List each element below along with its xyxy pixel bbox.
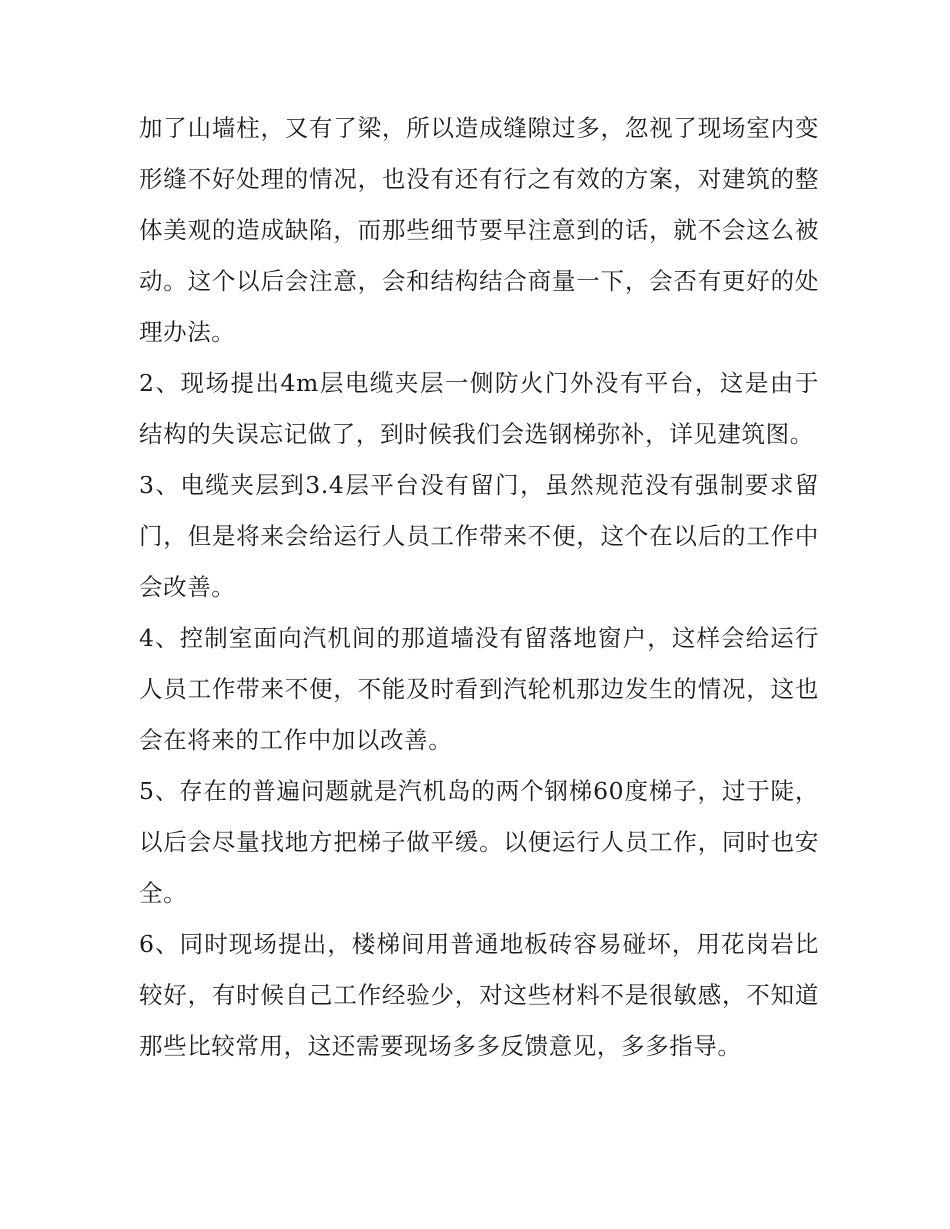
paragraph-item-6: 6、同时现场提出，楼梯间用普通地板砖容易碰坏，用花岗岩比较好，有时候自己工作经验少，对这些材料不是很敏感，不知道那些比较常用，这还需要现场多多反馈意见，多多指导。	[139, 930, 819, 1060]
paragraph-item-4: 4、控制室面向汽机间的那道墙没有留落地窗户，这样会给运行人员工作带来不便，不能及时看到汽轮机那边发生的情况，这也会在将来的工作中加以改善。	[139, 624, 819, 754]
document-body	[139, 103, 819, 1072]
paragraph-item-2: 2、现场提出4m层电缆夹层一侧防火门外没有平台，这是由于结构的失误忘记做了，到时候我们会选钢梯弥补，详见建筑图。	[139, 369, 819, 448]
paragraph-item-3: 3、电缆夹层到3.4层平台没有留门，虽然规范没有强制要求留门，但是将来会给运行人员工作带来不便，这个在以后的工作中会改善。	[139, 471, 819, 601]
paragraph-continuation: 加了山墙柱，又有了梁，所以造成缝隙过多，忽视了现场室内变形缝不好处理的情况，也没有还有行之有效的方案，对建筑的整体美观的造成缺陷，而那些细节要早注意到的话，就不会这么被动。这个以后会注意，会和结构结合商量一下，会否有更好的处理办法。	[139, 114, 819, 346]
paragraph-item-5: 5、存在的普遍问题就是汽机岛的两个钢梯60度梯子，过于陡，以后会尽量找地方把梯子做平缓。以便运行人员工作，同时也安全。	[139, 777, 819, 907]
